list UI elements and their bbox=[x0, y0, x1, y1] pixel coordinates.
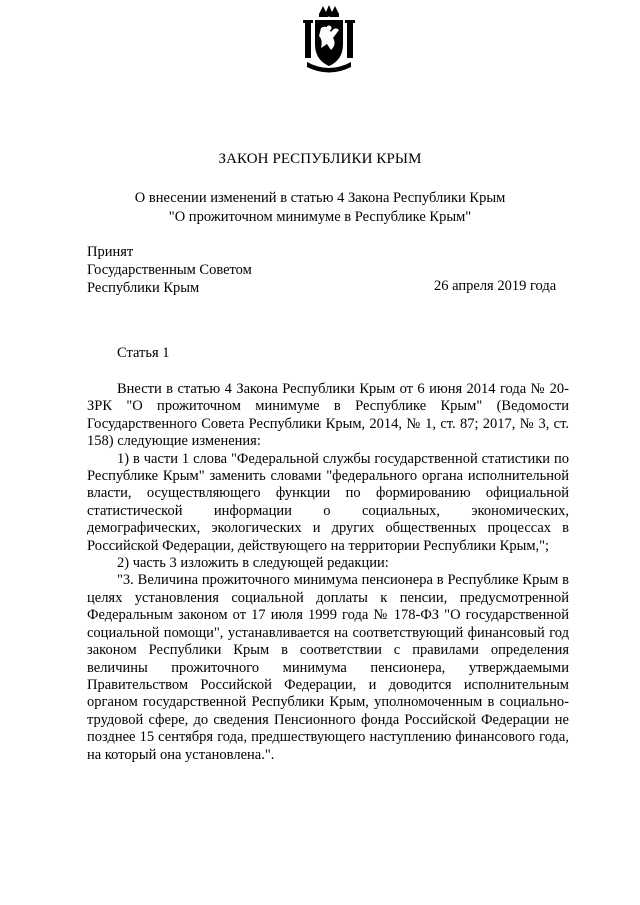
adoption-block bbox=[87, 243, 252, 297]
adopted-line-2: Государственным Советом bbox=[87, 262, 252, 278]
adopted-line-3: Республики Крым bbox=[87, 280, 200, 296]
document-subtitle bbox=[0, 189, 640, 227]
document-title: ЗАКОН РЕСПУБЛИКИ КРЫМ bbox=[218, 151, 422, 167]
paragraph-part-3: "3. Величина прожиточного минимума пенсионера в Республике Крым в целях установления социальной доплаты к пенсии, предусмотренной Федеральным законом от 17 июля 1999 года № 178-ФЗ "О государственной социальной помощи", устанавливается на соответствующий финансовый год законом Республики Крым в соответствии с правилами определения величины прожиточного минимума пенсионера, утверждаемыми Правительством Российской Федерации, и доводится исполнительным органом государственной Республики Крым, уполномоченным в социально-трудовой сфере, до сведения Пенсионного фонда Российской Федерации не позднее 15 сентября года, предшествующего наступлению финансового года, на который она установлена.". bbox=[87, 572, 569, 763]
paragraph-item-2: 2) часть 3 изложить в следующей редакции: bbox=[117, 555, 389, 572]
article-heading: Статья 1 bbox=[117, 345, 170, 361]
adopted-line-1: Принят bbox=[87, 244, 134, 260]
subtitle-line-2: "О прожиточном минимуме в Республике Крым" bbox=[168, 209, 472, 225]
coat-of-arms-icon bbox=[297, 4, 361, 76]
paragraph-intro: Внести в статью 4 Закона Республики Крым от 6 июня 2014 года № 20-ЗРК "О прожиточном минимуме в Республике Крым" (Ведомости Государственного Совета Республики Крым, 2014, № 1, ст. 87; 2017, № 3, ст. 158) следующие изменения: bbox=[87, 381, 569, 450]
adoption-date: 26 апреля 2019 года bbox=[434, 278, 557, 294]
paragraph-item-1: 1) в части 1 слова "Федеральной службы государственной статистики по Республике Крым" заменить словами "федерального органа исполнительной власти, осуществляющего функции по формированию официальной статистической информации о социальных, экономических, демографических, экологических и других общественных процессах в Российской Федерации, действующего на территории Республики Крым,"; bbox=[87, 450, 569, 554]
article-body bbox=[87, 381, 569, 764]
subtitle-line-1: О внесении изменений в статью 4 Закона Республики Крым bbox=[134, 190, 506, 206]
